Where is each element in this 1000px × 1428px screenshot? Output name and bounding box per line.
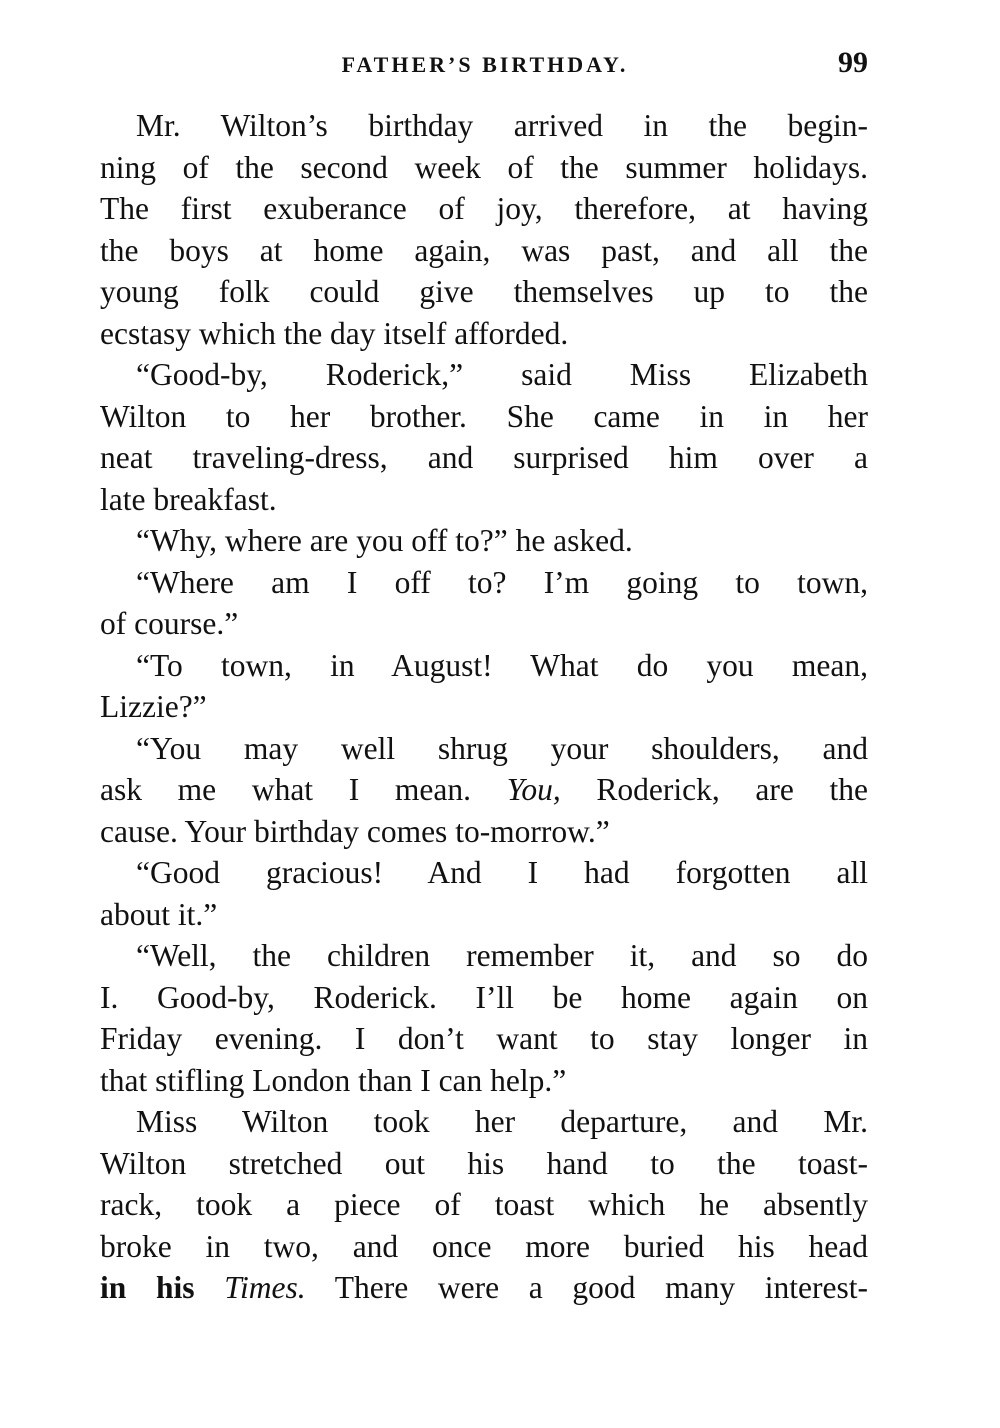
paragraph <box>100 562 868 645</box>
text-line: neat traveling-dress, and surprised him over a <box>100 440 868 475</box>
text-line: I. Good-by, Roderick. I’ll be home again on <box>100 979 868 1015</box>
text-line: Friday evening. I don’t want to stay longer in <box>100 1021 868 1056</box>
text-line: “Good-by, Roderick,” said Miss Elizabeth <box>136 357 868 392</box>
running-title: FATHER’S BIRTHDAY. <box>341 52 629 77</box>
paragraph <box>100 728 868 853</box>
text-line: ecstasy which the day itself afforded. <box>100 315 569 351</box>
text-line: Mr. Wilton’s birthday arrived in the begin- <box>136 108 868 143</box>
body-text <box>100 105 868 1309</box>
running-head <box>100 46 870 86</box>
text-line: ning of the second week of the summer holidays. <box>100 149 868 185</box>
paragraph <box>100 852 868 935</box>
text-segment: ask me what I mean. <box>100 772 471 807</box>
text-line: “Where am I off to? I’m going to town, <box>136 564 868 600</box>
text-line: about it.” <box>100 896 218 932</box>
paragraph <box>100 354 868 520</box>
text-segment: in his <box>100 1270 195 1305</box>
text-line: late breakfast. <box>100 481 277 517</box>
page-number: 99 <box>838 46 868 79</box>
text-line: “To town, in August! What do you mean, <box>136 647 868 683</box>
text-line: young folk could give themselves up to the <box>100 274 868 309</box>
text-line: of course.” <box>100 606 239 641</box>
text-line: rack, took a piece of toast which he absently <box>100 1187 868 1222</box>
paragraph <box>100 935 868 1101</box>
text-segment: Roderick, are the <box>596 772 869 807</box>
italic-emphasis: Times. <box>224 1270 306 1305</box>
text-line: “You may well shrug your shoulders, and <box>136 730 868 766</box>
text-segment: There were a good many interest- <box>334 1270 868 1305</box>
text-line: The first exuberance of joy, therefore, at having <box>100 191 868 226</box>
text-line: Wilton stretched out his hand to the toast- <box>100 1145 868 1181</box>
paragraph <box>100 645 868 728</box>
text-line: “Why, where are you off to?” he asked. <box>136 523 633 558</box>
paragraph <box>100 105 868 354</box>
text-line: “Good gracious! And I had forgotten all <box>136 855 868 890</box>
text-line: that stifling London than I can help.” <box>100 1062 567 1098</box>
text-line: Wilton to her brother. She came in in her <box>100 398 868 434</box>
paragraph <box>100 1101 868 1309</box>
italic-emphasis: You, <box>506 772 561 807</box>
text-line: the boys at home again, was past, and all the <box>100 232 868 268</box>
text-line: cause. Your birthday comes to-morrow.” <box>100 813 610 849</box>
text-line-mixed <box>100 1267 868 1309</box>
text-line: broke in two, and once more buried his head <box>100 1228 868 1264</box>
text-line-mixed <box>100 769 868 811</box>
text-line: “Well, the children remember it, and so do <box>136 938 868 973</box>
text-line: Lizzie?” <box>100 689 207 724</box>
paragraph <box>100 520 868 562</box>
text-line: Miss Wilton took her departure, and Mr. <box>136 1104 868 1139</box>
